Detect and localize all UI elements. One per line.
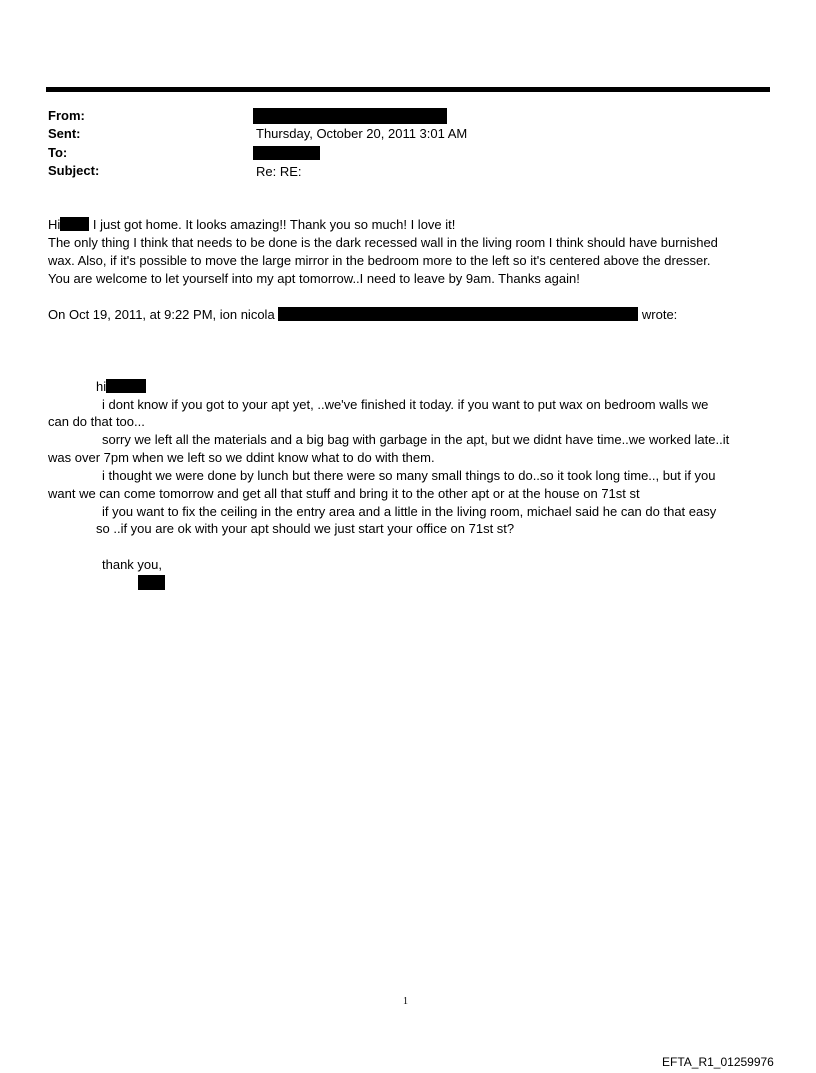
reply-line-2: The only thing I think that needs to be done is the dark recessed wall in the living room I think should have burnished: [48, 235, 718, 250]
quote-header-suffix: wrote:: [638, 307, 678, 322]
quoted-greeting-line: [96, 379, 146, 395]
quote-header-prefix: On Oct 19, 2011, at 9:22 PM, ion nicola: [48, 307, 279, 322]
reply-line-1-text: I just got home. It looks amazing!! Thank you so much! I love it!: [89, 217, 456, 232]
quoted-line-7: if you want to fix the ceiling in the entry area and a little in the living room, michael said he can do that easy: [102, 504, 717, 519]
quoted-line-2: can do that too...: [48, 414, 145, 429]
quoted-line-5: i thought we were done by lunch but there were so many small things to do..so it took long time.., but if you: [102, 468, 716, 483]
reply-line-3: wax. Also, if it's possible to move the large mirror in the bedroom more to the left so it's centered above the dresser.: [48, 253, 711, 268]
sent-value: Thursday, October 20, 2011 3:01 AM: [256, 126, 468, 141]
quoted-line-8: so ..if you are ok with your apt should we just start your office on 71st st?: [96, 521, 515, 536]
quoted-line-3: sorry we left all the materials and a big bag with garbage in the apt, but we didnt have time..we worked late..it: [102, 432, 730, 447]
quote-header: [48, 307, 677, 323]
header-rule: [46, 87, 770, 92]
subject-label: Subject:: [48, 163, 100, 178]
reply-greeting: Hi: [48, 217, 61, 232]
document-id: EFTA_R1_01259976: [662, 1055, 774, 1069]
quoted-signoff: thank you,: [102, 557, 162, 572]
redaction-from: [253, 108, 447, 124]
reply-line-1: [48, 217, 455, 233]
subject-value: Re: RE:: [256, 164, 302, 179]
redaction-sender-email: [278, 307, 638, 321]
page-number: 1: [403, 996, 408, 1007]
quoted-line-6: want we can come tomorrow and get all that stuff and bring it to the other apt or at the house on 71st st: [48, 486, 640, 501]
quoted-line-4: was over 7pm when we left so we ddint know what to do with them.: [48, 450, 435, 465]
redaction-signature: [138, 575, 165, 590]
redaction-greeting-name: [106, 379, 146, 393]
redaction-to: [253, 146, 320, 160]
from-label: From:: [48, 108, 85, 123]
quoted-line-1: i dont know if you got to your apt yet, ..we've finished it today. if you want to put wax on bedroom walls we: [102, 397, 709, 412]
reply-line-4: You are welcome to let yourself into my apt tomorrow..I need to leave by 9am. Thanks again!: [48, 271, 580, 286]
sent-label: Sent:: [48, 126, 81, 141]
redaction-recipient-name: [60, 217, 89, 231]
to-label: To:: [48, 145, 68, 160]
quoted-greeting: hi: [96, 379, 107, 394]
